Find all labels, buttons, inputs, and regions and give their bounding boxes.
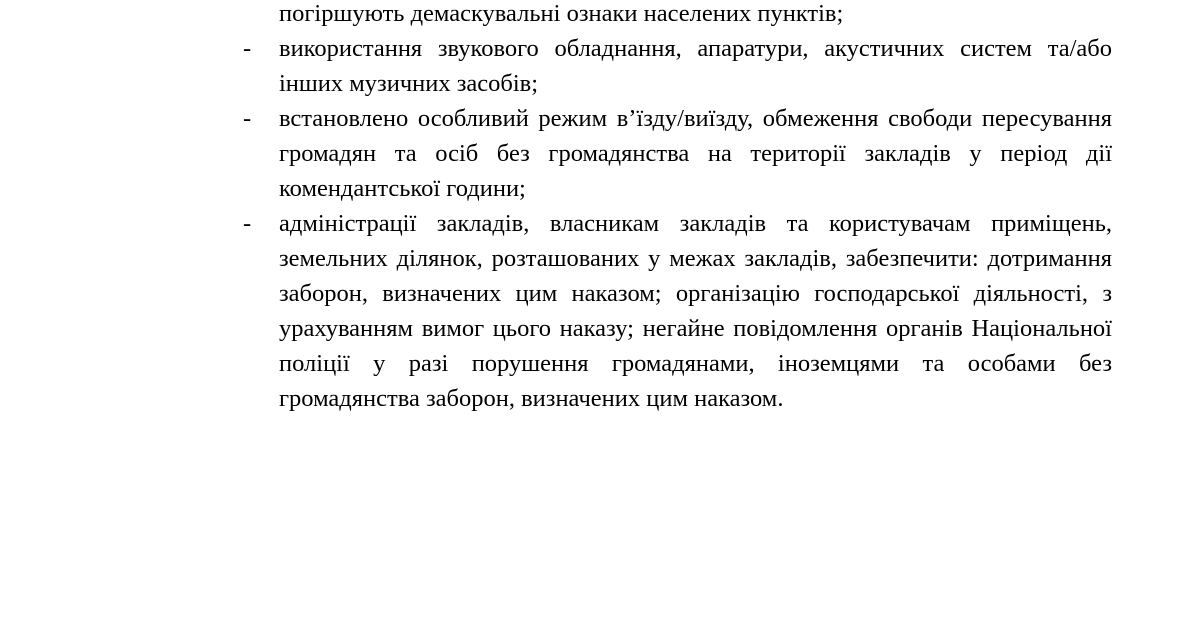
list-item-text: адміністрації закладів, власникам закладів та користувачам приміщень, земельних ділянок, розташованих у межах закладів, забезпечити: дотримання заборон, визначених цим наказом; організацію господарської діяльності, з урахуванням вимог цього наказу; негайне повідомлення органів Національної поліції у разі порушення громадянами, іноземцями та особами без громадянства заборон, визначених цим наказом. <box>279 210 1112 412</box>
document-body <box>243 0 1112 416</box>
list-item <box>243 206 1112 416</box>
list-item-text: встановлено особливий режим в’їзду/виїзду, обмеження свободи пересування громадян та осіб без громадянства на території закладів у період дії комендантської години; <box>279 105 1112 202</box>
list-item <box>243 101 1112 206</box>
bullet-marker: - <box>243 105 252 132</box>
continued-line: погіршують демаскувальні ознаки населених пунктів; <box>279 0 844 27</box>
list-item <box>243 31 1112 101</box>
bullet-marker: - <box>243 35 252 62</box>
bullet-list <box>243 31 1112 416</box>
bullet-marker: - <box>243 210 252 237</box>
list-item-text: використання звукового обладнання, апаратури, акустичних систем та/або інших музичних засобів; <box>279 35 1112 97</box>
